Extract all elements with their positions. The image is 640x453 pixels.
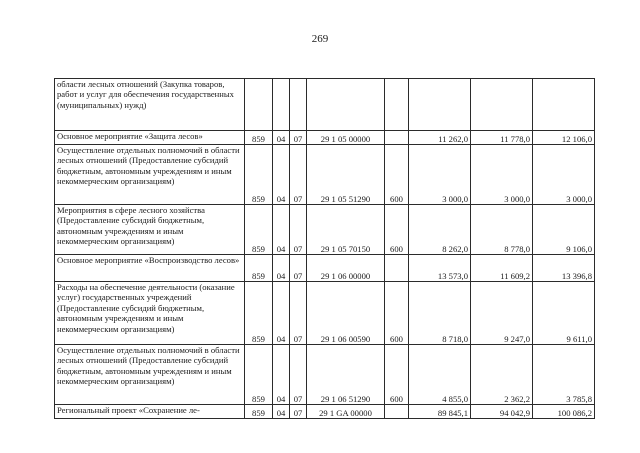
year1-cell: 89 845,1 (409, 405, 471, 419)
rz-cell: 04 (273, 345, 290, 405)
ved-cell: 859 (245, 205, 273, 255)
row-name: Мероприятия в сфере лесного хозяйства (Предоставление субсидий бюджетным, автономным учреждениям и иным некоммерческим организациям) (55, 205, 245, 255)
year1-cell: 8 718,0 (409, 282, 471, 345)
rz-cell (273, 79, 290, 131)
year3-cell: 100 086,2 (533, 405, 595, 419)
pr-cell: 07 (290, 255, 307, 282)
row-name: Расходы на обеспечение деятельности (оказание услуг) государственных учреждений (Предоставление субсидий бюджетным, автономным учреждениям и иным некоммерческим организациям) (55, 282, 245, 345)
vr-cell (385, 131, 409, 145)
vr-cell: 600 (385, 145, 409, 205)
year1-cell: 11 262,0 (409, 131, 471, 145)
ved-cell: 859 (245, 145, 273, 205)
vr-cell: 600 (385, 345, 409, 405)
table-row (55, 282, 595, 345)
table-row (55, 345, 595, 405)
row-name: Основное мероприятие «Защита лесов» (55, 131, 245, 145)
table-row (55, 255, 595, 282)
ved-cell: 859 (245, 131, 273, 145)
csr-cell: 29 1 05 51290 (307, 145, 385, 205)
csr-cell: 29 1 05 00000 (307, 131, 385, 145)
rz-cell: 04 (273, 405, 290, 419)
year2-cell: 94 042,9 (471, 405, 533, 419)
ved-cell (245, 79, 273, 131)
year2-cell: 11 609,2 (471, 255, 533, 282)
table-row (55, 405, 595, 419)
rz-cell: 04 (273, 282, 290, 345)
year2-cell: 9 247,0 (471, 282, 533, 345)
ved-cell: 859 (245, 345, 273, 405)
vr-cell (385, 405, 409, 419)
pr-cell: 07 (290, 145, 307, 205)
year1-cell: 3 000,0 (409, 145, 471, 205)
table-row (55, 131, 595, 145)
year1-cell: 8 262,0 (409, 205, 471, 255)
table-row (55, 79, 595, 131)
rz-cell: 04 (273, 145, 290, 205)
csr-cell: 29 1 06 00590 (307, 282, 385, 345)
pr-cell (290, 79, 307, 131)
csr-cell: 29 1 GA 00000 (307, 405, 385, 419)
year2-cell: 3 000,0 (471, 145, 533, 205)
vr-cell: 600 (385, 282, 409, 345)
row-name: области лесных отношений (Закупка товаров, работ и услуг для обеспечения государственных (муниципальных) нужд) (55, 79, 245, 131)
ved-cell: 859 (245, 255, 273, 282)
page-number: 269 (311, 33, 329, 45)
vr-cell (385, 255, 409, 282)
rz-cell: 04 (273, 131, 290, 145)
year3-cell: 3 785,8 (533, 345, 595, 405)
row-name: Основное мероприятие «Воспроизводство лесов» (55, 255, 245, 282)
pr-cell: 07 (290, 282, 307, 345)
pr-cell: 07 (290, 405, 307, 419)
csr-cell: 29 1 06 00000 (307, 255, 385, 282)
csr-cell (307, 79, 385, 131)
csr-cell: 29 1 05 70150 (307, 205, 385, 255)
ved-cell: 859 (245, 405, 273, 419)
year3-cell: 9 106,0 (533, 205, 595, 255)
budget-table (54, 78, 595, 419)
row-name: Осуществление отдельных полномочий в области лесных отношений (Предоставление субсидий бюджетным, автономным учреждениям и иным некоммерческим организациям) (55, 345, 245, 405)
year1-cell: 4 855,0 (409, 345, 471, 405)
table-row (55, 145, 595, 205)
year3-cell: 12 106,0 (533, 131, 595, 145)
table-row (55, 205, 595, 255)
pr-cell: 07 (290, 205, 307, 255)
year2-cell: 8 778,0 (471, 205, 533, 255)
csr-cell: 29 1 06 51290 (307, 345, 385, 405)
pr-cell: 07 (290, 345, 307, 405)
rz-cell: 04 (273, 255, 290, 282)
year3-cell: 3 000,0 (533, 145, 595, 205)
year2-cell (471, 79, 533, 131)
row-name: Региональный проект «Сохранение ле- (55, 405, 245, 419)
year1-cell: 13 573,0 (409, 255, 471, 282)
year3-cell (533, 79, 595, 131)
ved-cell: 859 (245, 282, 273, 345)
year3-cell: 13 396,8 (533, 255, 595, 282)
year1-cell (409, 79, 471, 131)
year3-cell: 9 611,0 (533, 282, 595, 345)
vr-cell (385, 79, 409, 131)
row-name: Осуществление отдельных полномочий в области лесных отношений (Предоставление субсидий бюджетным, автономным учреждениям и иным некоммерческим организациям) (55, 145, 245, 205)
rz-cell: 04 (273, 205, 290, 255)
pr-cell: 07 (290, 131, 307, 145)
year2-cell: 11 778,0 (471, 131, 533, 145)
year2-cell: 2 362,2 (471, 345, 533, 405)
vr-cell: 600 (385, 205, 409, 255)
